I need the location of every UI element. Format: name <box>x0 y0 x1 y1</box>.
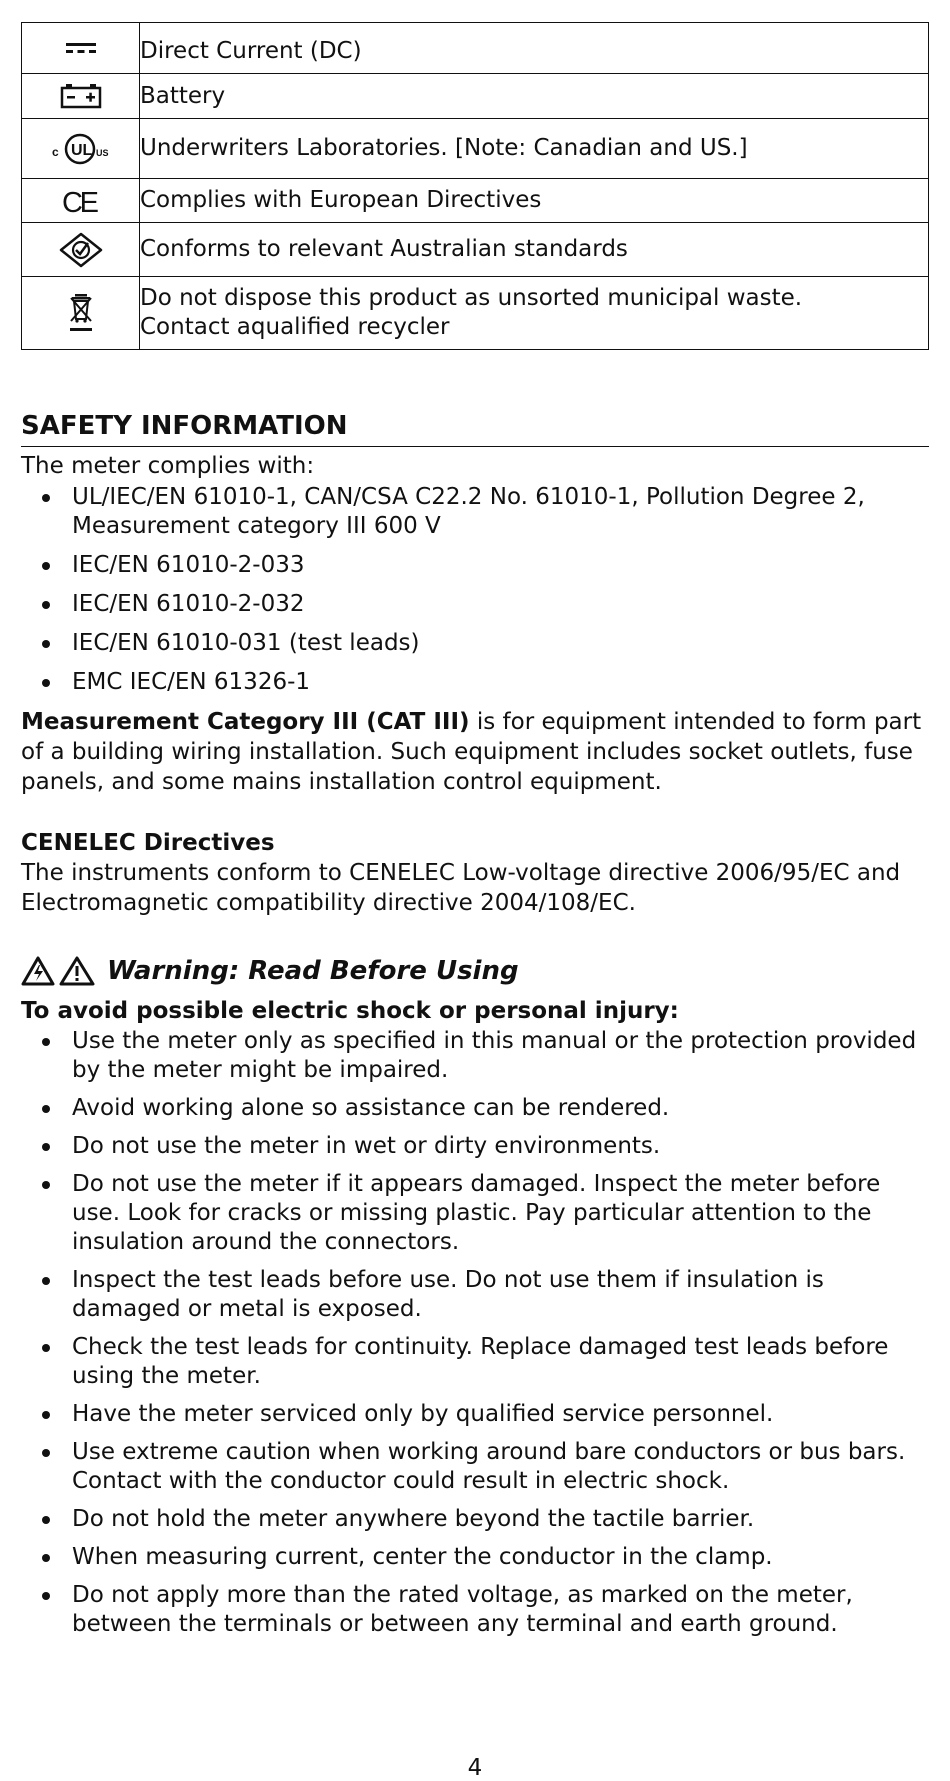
ul-mark-icon <box>49 129 113 169</box>
list-item: IEC/EN 61010-2-033 <box>21 551 929 580</box>
bullet-icon <box>42 601 50 609</box>
list-item: Do not use the meter in wet or dirty environments. <box>21 1132 929 1161</box>
bullet-icon <box>42 1516 50 1524</box>
compliance-intro: The meter complies with: <box>21 453 315 479</box>
symbol-description: Underwriters Laboratories. [Note: Canadian and US.] <box>140 119 929 179</box>
battery-icon <box>60 83 102 109</box>
ce-mark-icon <box>61 186 101 216</box>
cat-iii-definition: is for equipment intended to form part of a building wiring installation. Such equipment includes socket outlets, fuse panels, and some mains installation control equipment. <box>21 709 922 795</box>
standards-list <box>21 483 929 697</box>
weee-bin-icon <box>66 291 96 335</box>
symbol-row-ul <box>22 119 929 179</box>
symbol-description-line: Contact aqualified recycler <box>140 314 450 340</box>
symbol-row-battery <box>22 74 929 119</box>
list-item: IEC/EN 61010-031 (test leads) <box>21 629 929 658</box>
warning-title: Warning: Read Before Using <box>107 956 519 986</box>
symbol-description: Battery <box>140 74 929 119</box>
list-item: Do not hold the meter anywhere beyond the tactile barrier. <box>21 1505 929 1534</box>
electric-shock-warning-icon <box>21 955 55 987</box>
caution-triangle-icon <box>59 955 95 987</box>
symbol-description: Complies with European Directives <box>140 179 929 223</box>
safety-information-heading: SAFETY INFORMATION <box>21 410 929 447</box>
rcm-mark-icon <box>58 231 104 269</box>
symbol-table <box>21 22 929 350</box>
bullet-icon <box>42 1554 50 1562</box>
cat-iii-term: Measurement Category III (CAT III) <box>21 709 470 735</box>
list-item: Do not use the meter if it appears damaged. Inspect the meter before use. Look for cracks or missing plastic. Pay particular attention to the insulation around the connectors. <box>21 1170 929 1257</box>
list-item: Avoid working alone so assistance can be rendered. <box>21 1094 929 1123</box>
bullet-icon <box>42 1105 50 1113</box>
list-item: Use extreme caution when working around bare conductors or bus bars. Contact with the conductor could result in electric shock. <box>21 1438 929 1496</box>
bullet-icon <box>42 679 50 687</box>
list-item: Check the test leads for continuity. Replace damaged test leads before using the meter. <box>21 1333 929 1391</box>
dc-symbol-icon <box>64 41 98 55</box>
cenelec-paragraph: The instruments conform to CENELEC Low-voltage directive 2006/95/EC and Electromagnetic compatibility directive 2004/108/EC. <box>21 860 901 916</box>
bullet-icon <box>42 640 50 648</box>
symbol-row-rcm <box>22 223 929 277</box>
svg-text:US: US <box>95 147 109 158</box>
symbol-row-dc <box>22 23 929 74</box>
bullet-icon <box>42 1344 50 1352</box>
bullet-icon <box>42 562 50 570</box>
list-item: EMC IEC/EN 61326-1 <box>21 668 929 697</box>
symbol-description: Conforms to relevant Australian standards <box>140 223 929 277</box>
symbol-row-weee <box>22 277 929 350</box>
bullet-icon <box>42 1592 50 1600</box>
svg-text:UL: UL <box>70 141 92 159</box>
symbol-description-line: Do not dispose this product as unsorted municipal waste. <box>140 285 803 311</box>
page-number: 4 <box>467 1755 483 1781</box>
symbol-description: Direct Current (DC) <box>140 23 929 74</box>
bullet-icon <box>42 1143 50 1151</box>
warning-subheading: To avoid possible electric shock or personal injury: <box>21 998 679 1024</box>
svg-text:CE: CE <box>61 186 99 216</box>
list-item: IEC/EN 61010-2-032 <box>21 590 929 619</box>
bullet-icon <box>42 1411 50 1419</box>
bullet-icon <box>42 1277 50 1285</box>
list-item: UL/IEC/EN 61010-1, CAN/CSA C22.2 No. 61010-1, Pollution Degree 2, Measurement category III 600 V <box>21 483 929 541</box>
symbol-row-ce <box>22 179 929 223</box>
svg-text:c: c <box>51 144 59 159</box>
warning-heading <box>21 952 929 990</box>
list-item: When measuring current, center the conductor in the clamp. <box>21 1543 929 1572</box>
list-item: Have the meter serviced only by qualified service personnel. <box>21 1400 929 1429</box>
list-item: Use the meter only as specified in this manual or the protection provided by the meter might be impaired. <box>21 1027 929 1085</box>
cenelec-heading: CENELEC Directives <box>21 830 275 856</box>
manual-page <box>21 22 929 1639</box>
bullet-icon <box>42 1181 50 1189</box>
warning-list <box>21 1027 929 1639</box>
list-item: Do not apply more than the rated voltage, as marked on the meter, between the terminals or between any terminal and earth ground. <box>21 1581 929 1639</box>
cat-iii-paragraph <box>21 707 929 797</box>
bullet-icon <box>42 1038 50 1046</box>
bullet-icon <box>42 494 50 502</box>
bullet-icon <box>42 1449 50 1457</box>
list-item: Inspect the test leads before use. Do not use them if insulation is damaged or metal is exposed. <box>21 1266 929 1324</box>
